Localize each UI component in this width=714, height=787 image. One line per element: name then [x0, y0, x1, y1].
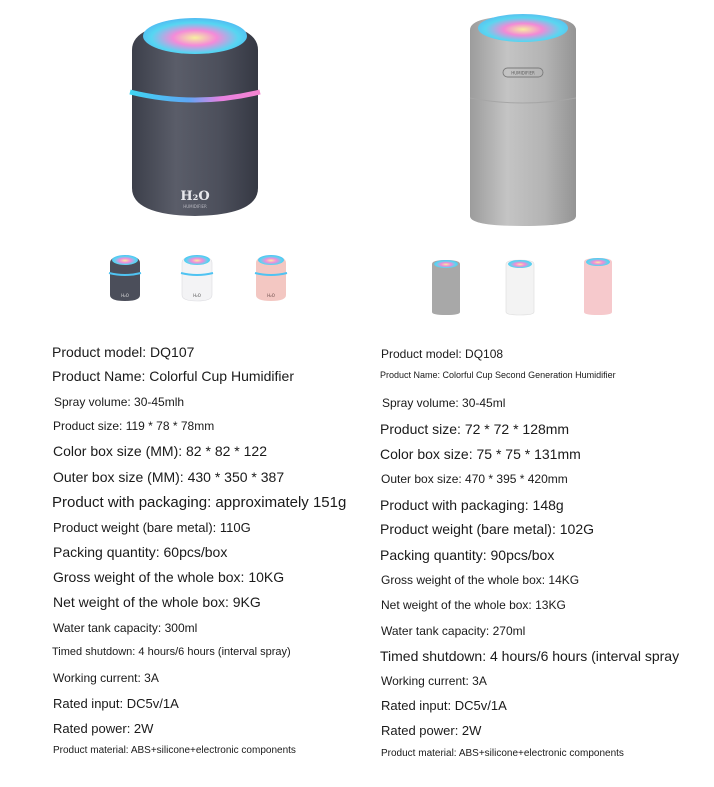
- dq107-spec-material: Product material: ABS+silicone+electronic components: [53, 745, 296, 756]
- dq107-thumb-pink[interactable]: [254, 253, 288, 303]
- dq107-thumb-gray[interactable]: [108, 253, 142, 303]
- dq107-spec-packing: Packing quantity: 60pcs/box: [53, 544, 228, 560]
- dq108-spec-packing: Packing quantity: 90pcs/box: [380, 547, 555, 563]
- dq108-spec-spray: Spray volume: 30-45ml: [382, 396, 506, 410]
- dq108-spec-material: Product material: ABS+silicone+electronic components: [381, 748, 624, 759]
- dq107-spec-packaging: Product with packaging: approximately 151g: [52, 494, 347, 511]
- dq107-thumb-white[interactable]: [180, 253, 214, 303]
- dq107-spec-size: Product size: 119 * 78 * 78mm: [53, 419, 215, 433]
- dq108-spec-input: Rated input: DC5v/1A: [381, 698, 507, 713]
- svg-text:H₂O: H₂O: [193, 293, 201, 298]
- dq107-badge: H₂O: [180, 189, 210, 204]
- dq108-thumb-gray[interactable]: [430, 258, 462, 318]
- dq108-spec-tank: Water tank capacity: 270ml: [381, 624, 526, 638]
- svg-text:H₂O: H₂O: [121, 293, 129, 298]
- dq108-spec-current: Working current: 3A: [381, 674, 487, 688]
- dq107-hero-image: [128, 10, 262, 220]
- dq107-spec-timer: Timed shutdown: 4 hours/6 hours (interval spray): [52, 646, 291, 658]
- dq108-spec-colorbox: Color box size: 75 * 75 * 131mm: [380, 446, 581, 462]
- dq108-spec-gross: Gross weight of the whole box: 14KG: [381, 573, 580, 587]
- dq108-spec-packaging: Product with packaging: 148g: [380, 497, 564, 513]
- dq107-spec-weight: Product weight (bare metal): 110G: [53, 520, 251, 535]
- dq108-spec-size: Product size: 72 * 72 * 128mm: [380, 421, 570, 437]
- dq107-badge-sub: HUMIDIFIER: [183, 204, 207, 209]
- dq108-badge: HUMIDIFIER: [511, 70, 535, 76]
- dq107-spec-outerbox: Outer box size (MM): 430 * 350 * 387: [53, 469, 285, 485]
- dq107-spec-colorbox: Color box size (MM): 82 * 82 * 122: [53, 443, 267, 459]
- product-dq108-column: [357, 0, 714, 787]
- dq107-spec-current: Working current: 3A: [53, 671, 159, 685]
- dq107-spec-model: Product model: DQ107: [52, 344, 195, 360]
- dq108-spec-name: Product Name: Colorful Cup Second Generation Humidifier: [380, 370, 616, 380]
- svg-text:H₂O: H₂O: [267, 293, 275, 298]
- dq108-thumb-white[interactable]: [504, 258, 536, 318]
- dq107-spec-gross: Gross weight of the whole box: 10KG: [53, 569, 285, 585]
- dq108-spec-net: Net weight of the whole box: 13KG: [381, 598, 566, 612]
- dq108-spec-weight: Product weight (bare metal): 102G: [380, 521, 594, 537]
- dq108-hero-image: [467, 8, 579, 230]
- dq107-spec-tank: Water tank capacity: 300ml: [53, 621, 198, 635]
- dq108-spec-outerbox: Outer box size: 470 * 395 * 420mm: [381, 472, 568, 486]
- dq107-spec-net: Net weight of the whole box: 9KG: [53, 594, 261, 610]
- dq108-spec-power: Rated power: 2W: [381, 723, 482, 738]
- dq108-spec-timer: Timed shutdown: 4 hours/6 hours (interval spray: [380, 648, 680, 664]
- dq107-spec-input: Rated input: DC5v/1A: [53, 696, 179, 711]
- dq107-spec-power: Rated power: 2W: [53, 721, 154, 736]
- dq107-spec-spray: Spray volume: 30-45mlh: [54, 395, 185, 409]
- dq107-spec-name: Product Name: Colorful Cup Humidifier: [52, 368, 294, 384]
- dq108-thumb-pink[interactable]: [582, 256, 614, 318]
- dq108-spec-model: Product model: DQ108: [381, 347, 504, 361]
